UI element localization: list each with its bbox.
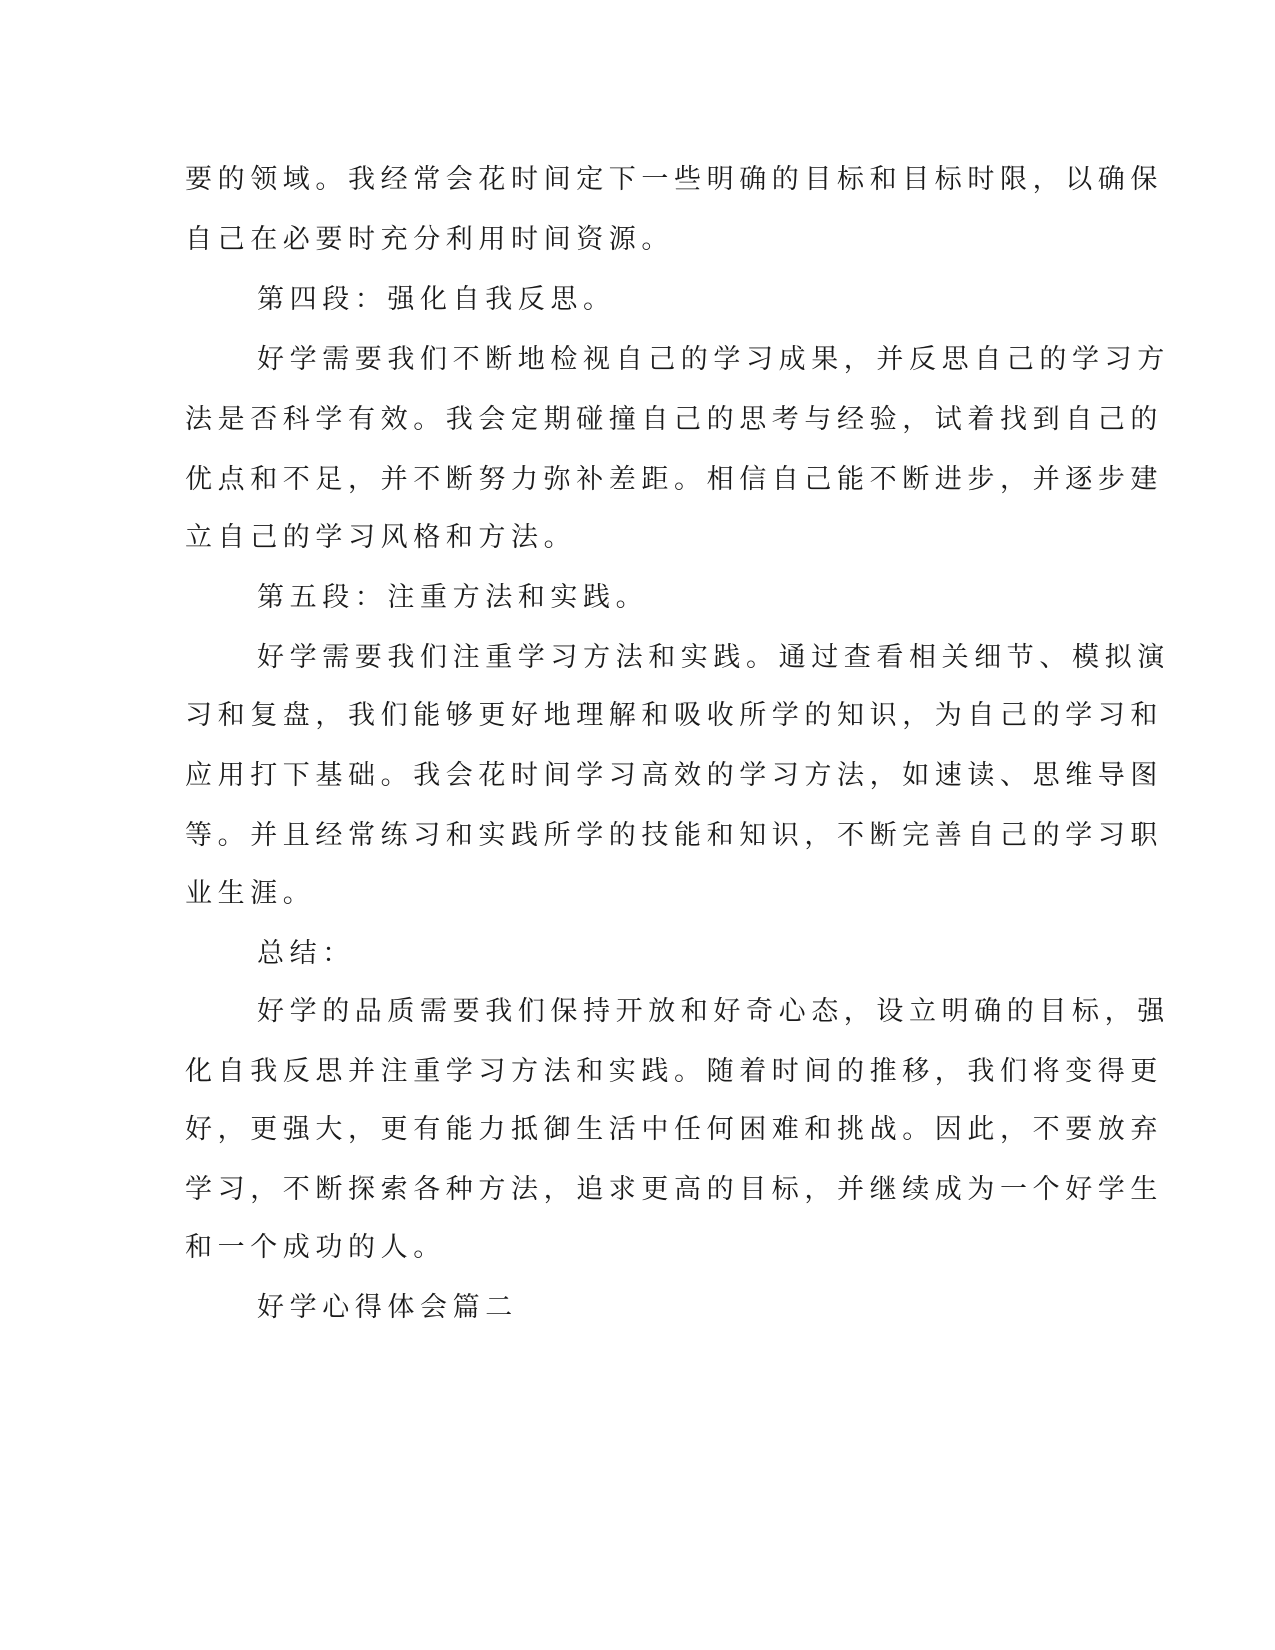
paragraph-line: 好学需要我们不断地检视自己的学习成果，并反思自己的学习方 xyxy=(257,344,1170,375)
paragraph-line: 法是否科学有效。我会定期碰撞自己的思考与经验，试着找到自己的 xyxy=(185,404,1163,435)
paragraph-line: 等。并且经常练习和实践所学的技能和知识，不断完善自己的学习职 xyxy=(185,820,1163,851)
paragraph-line: 应用打下基础。我会花时间学习高效的学习方法，如速读、思维导图 xyxy=(185,760,1163,791)
paragraph-line: 化自我反思并注重学习方法和实践。随着时间的推移，我们将变得更 xyxy=(185,1056,1163,1087)
paragraph-line: 和一个成功的人。 xyxy=(185,1232,446,1263)
paragraph-line: 优点和不足，并不断努力弥补差距。相信自己能不断进步，并逐步建 xyxy=(185,464,1163,495)
paragraph-line: 好学的品质需要我们保持开放和好奇心态，设立明确的目标，强 xyxy=(257,996,1170,1027)
paragraph-line: 好学需要我们注重学习方法和实践。通过查看相关细节、模拟演 xyxy=(257,642,1170,673)
section-heading-4: 第四段：强化自我反思。 xyxy=(257,284,616,315)
summary-heading: 总结： xyxy=(257,938,355,969)
paragraph-line: 要的领域。我经常会花时间定下一些明确的目标和目标时限，以确保 xyxy=(185,164,1163,195)
paragraph-line: 业生涯。 xyxy=(185,878,316,909)
section-heading-5: 第五段：注重方法和实践。 xyxy=(257,582,649,613)
paragraph-line: 学习，不断探索各种方法，追求更高的目标，并继续成为一个好学生 xyxy=(185,1174,1163,1205)
paragraph-line: 好，更强大，更有能力抵御生活中任何困难和挑战。因此，不要放弃 xyxy=(185,1114,1163,1145)
paragraph-line: 习和复盘，我们能够更好地理解和吸收所学的知识，为自己的学习和 xyxy=(185,700,1163,731)
paragraph-line: 立自己的学习风格和方法。 xyxy=(185,522,577,553)
article-title-part-2: 好学心得体会篇二 xyxy=(257,1292,518,1323)
paragraph-line: 自己在必要时充分利用时间资源。 xyxy=(185,224,674,255)
